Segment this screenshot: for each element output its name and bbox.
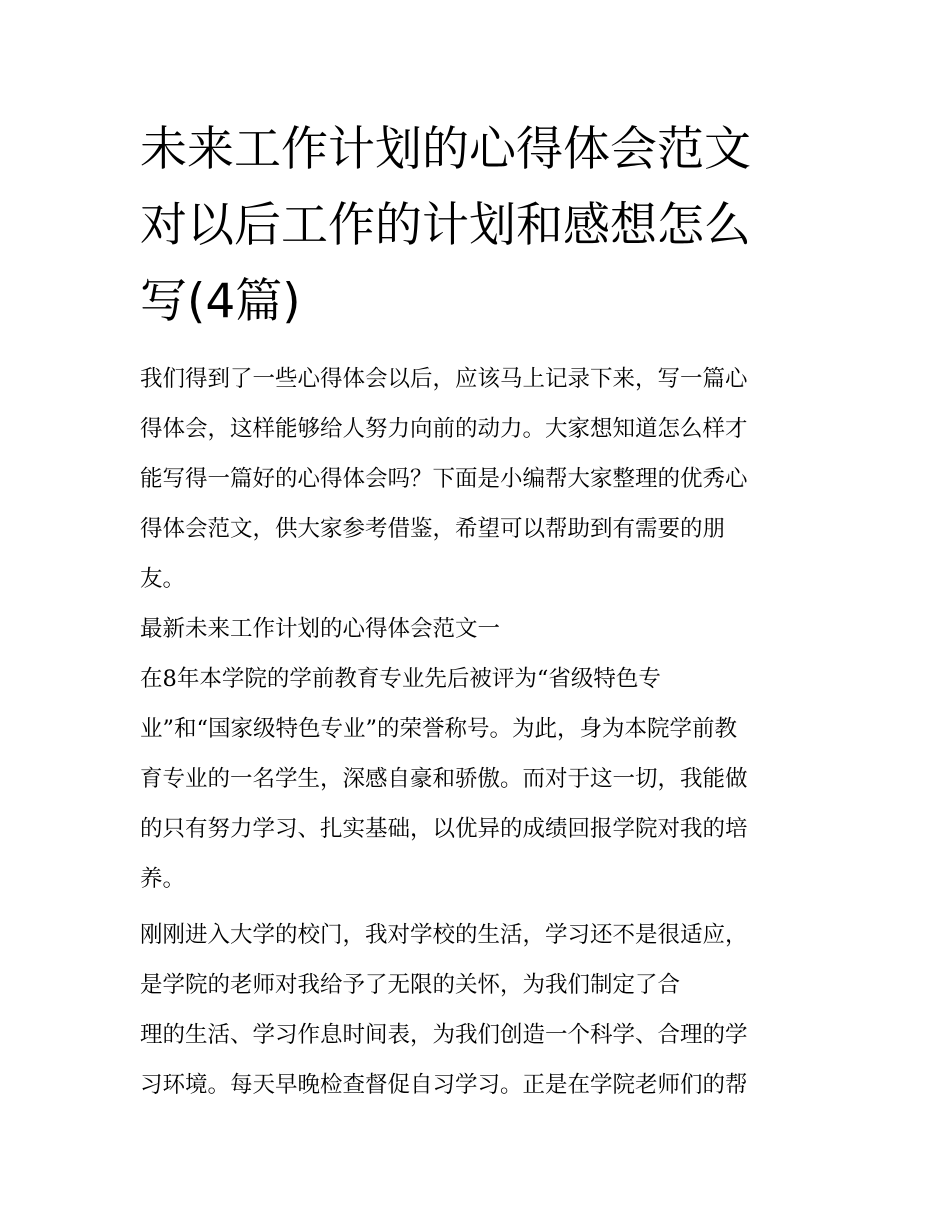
- body-text-line: 得体会，这样能够给人努力向前的动力。大家想知道怎么样才: [140, 416, 748, 442]
- title-line: 未来工作计划的心得体会范文: [140, 122, 751, 177]
- body-text-line: 习环境。每天早晚检查督促自习学习。正是在学院老师们的帮: [140, 1072, 748, 1098]
- document-title: [140, 112, 820, 340]
- body-text-line: 得体会范文，供大家参考借鉴，希望可以帮助到有需要的朋: [140, 516, 726, 542]
- body-text-line: 能写得一篇好的心得体会吗？下面是小编帮大家整理的优秀心: [140, 466, 748, 492]
- title-line: 写(4篇): [140, 274, 301, 329]
- body-text-line: 是学院的老师对我给予了无限的关怀，为我们制定了合: [140, 972, 681, 998]
- body-text-line: 我们得到了一些心得体会以后，应该马上记录下来，写一篇心: [140, 366, 748, 392]
- body-text-line: 业”和“国家级特色专业”的荣誉称号。为此，身为本院学前教: [140, 716, 738, 742]
- body-text-line: 的只有努力学习、扎实基础，以优异的成绩回报学院对我的培: [140, 816, 748, 842]
- body-text-line: 理的生活、学习作息时间表，为我们创造一个科学、合理的学: [140, 1022, 748, 1048]
- section-heading: 最新未来工作计划的心得体会范文一: [140, 616, 501, 642]
- title-line: 对以后工作的计划和感想怎么: [140, 198, 751, 253]
- body-text-line: 养。: [140, 866, 186, 892]
- body-text-line: 友。: [140, 566, 186, 592]
- body-text-line: 刚刚进入大学的校门，我对学校的生活，学习还不是很适应，: [140, 922, 748, 948]
- body-text-line: 育专业的一名学生，深感自豪和骄傲。而对于这一切，我能做: [140, 766, 748, 792]
- body-text-line: 在8年本学院的学前教育专业先后被评为“省级特色专: [140, 666, 661, 692]
